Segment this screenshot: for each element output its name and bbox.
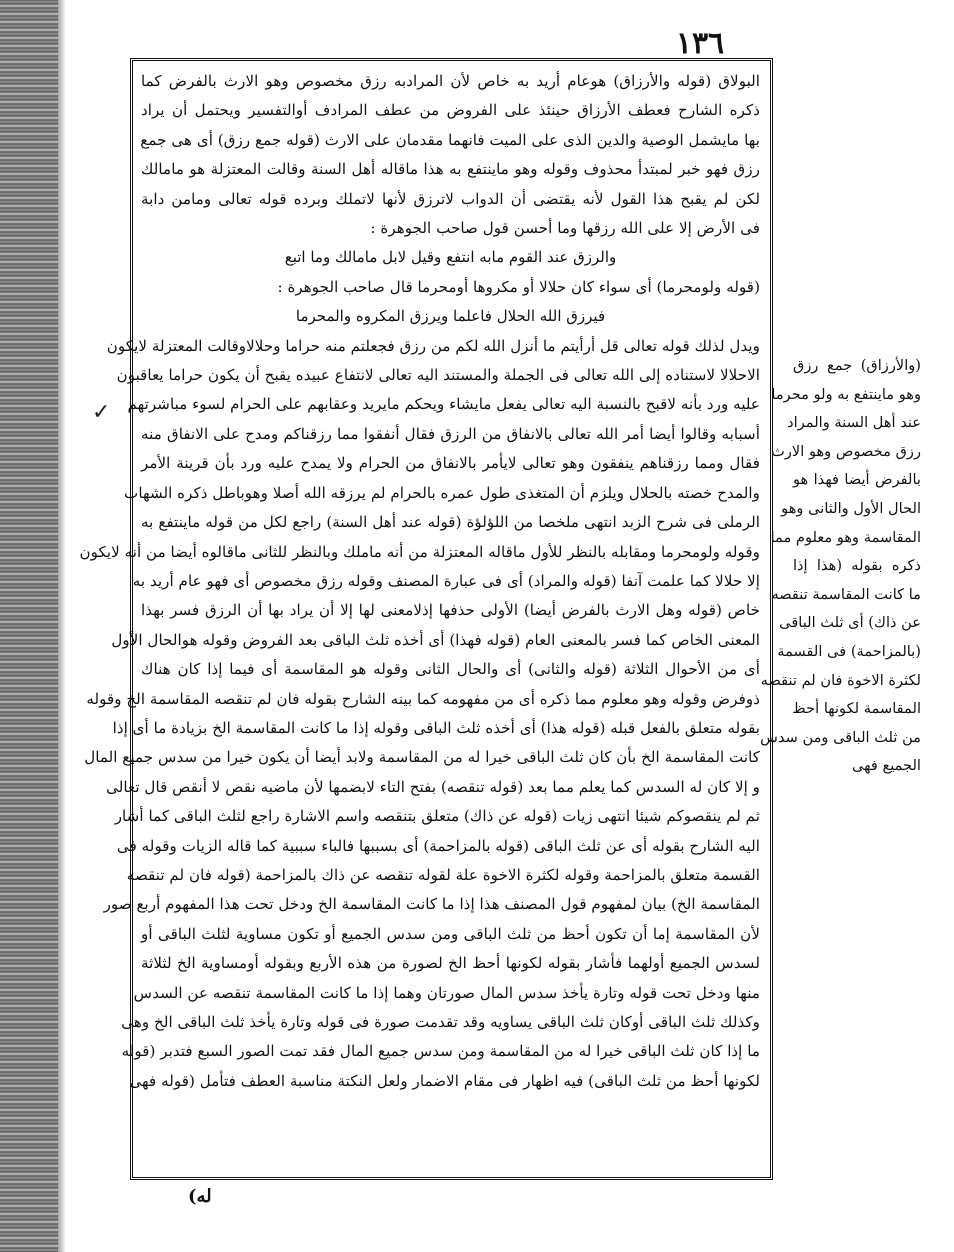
page-number: ١٣٦ xyxy=(675,26,725,61)
margin-line: المقاسمة لكونها أحظ xyxy=(792,700,921,718)
main-line: وقوله ولومحرما ومقابله بالنظر للأول ماقاله المعتزلة من أنه ماملك وبالنظر للثانى ماقالوه أيضا من أنه لايكون xyxy=(79,542,760,561)
main-line: لكن لم يقبح هذا القول لأنه يقتضى أن الدواب لاترزق لأنها لاتملك وبرده قوله تعالى ومامن دابة xyxy=(141,189,760,208)
main-line: فى الأرض إلا على الله رزقها وما أحسن قول صاحب الجوهرة : xyxy=(370,219,760,238)
margin-line: بالفرض أيضا فهذا هو xyxy=(793,471,921,489)
main-line: و إلا كان له السدس كما يعلم مما بعد (قوله تنقصه) بفتح التاء لابضمها لأن ماضيه نقص لا أنقص قال تعالى xyxy=(106,777,760,796)
main-line: خاص (قوله وهل الارث بالفرض أيضا) الأولى حذفها إذلامعنى لها إلا أن يراد بها أن الرزق فسر بهذا xyxy=(141,601,760,620)
check-mark-icon: ✓ xyxy=(92,400,111,425)
main-line: ما إذا كان ثلث الباقى خيرا له من المقاسمة ومن سدس جميع المال فقد تمت الصور السبع فتدبر (قوله xyxy=(121,1042,760,1061)
main-line: القسمة متعلق بالمزاحمة وقوله لكثرة الاخوة علة لقوله تنقصه عن ذاك بالمزاحمة (قوله فان لم تنقصه xyxy=(126,865,760,884)
margin-line: الحال الأول والثانى وهو xyxy=(781,499,921,517)
main-line: الاحلالا لاستناده إلى الله تعالى فى الجملة والمستند اليه تعالى لانتفاع عبيده يقبح أن يكون حراما يعاقبون xyxy=(116,366,760,385)
main-line: (قوله ولومحرما) أى سواء كان حلالا أو مكروها أومحرما قال صاحب الجوهرة : xyxy=(277,277,760,296)
main-line: بها مايشمل الوصية والدين الذى على الميت فانهما مقدمان على الارث (قوله جمع رزق) أى هى جمع xyxy=(140,130,760,149)
margin-line: الجميع فهى xyxy=(851,757,921,775)
main-line: بقوله متعلق بالفعل قبله (قوله هذا) أى أخذه ثلث الباقى وقوله إذا ما كانت المقاسمة الخ بزيادة ما أى إذا xyxy=(112,718,760,737)
margin-line: ذكره بقوله (هذا إذا xyxy=(793,557,921,575)
main-line: لكونها أحظ من ثلث الباقى) فيه اظهار فى مقام الاضمار ولعل النكتة مناسبة العطف فتأمل (قوله فهى xyxy=(129,1071,760,1090)
main-line: ويدل لذلك قوله تعالى قل أرأيتم ما أنزل الله لكم من رزق فجعلتم منه حراما وحلالاوقالت المعتزلة لايكون xyxy=(106,336,760,355)
margin-line: المقاسمة وهو معلوم مما xyxy=(770,528,921,546)
main-line: لأن المقاسمة إما أن تكون أحظ من ثلث الباقى ومن سدس الجميع أو تكون مساوية لثلث الباقى أو xyxy=(141,924,760,943)
verse-line: والرزق عند القوم مابه انتفع وقيل لابل مامالك وما اتبع xyxy=(284,248,617,267)
margin-line: (بالمزاحمة) فى القسمة xyxy=(777,642,921,660)
margin-line: عند أهل السنة والمراد xyxy=(787,414,921,432)
margin-commentary xyxy=(760,352,921,781)
main-line: المعنى الخاص كما فسر بالمعنى العام (قوله فهذا) أى أخذه ثلث الباقى بعد الفروض وقوله هوالحال الأول xyxy=(111,630,760,649)
margin-line: عن ذاك) أى ثلث الباقى xyxy=(779,614,921,632)
verse-line: فيرزق الله الحلال فاعلما ويرزق المكروه والمحرما xyxy=(295,307,606,326)
main-line: منها ودخل تحت قوله وتارة يأخذ سدس المال صورتان وهما إذا ما كانت المقاسمة تنقصه عن السدس xyxy=(133,983,760,1002)
main-line: الرملى فى شرح الزبد انتهى ملخصا من اللؤلؤة (قوله عند أهل السنة) راجع لكل من قوله ماينتفع به xyxy=(141,513,760,532)
main-line: إلا حلالا كما علمت آنفا (قوله والمراد) أى فى عبارة المصنف وقوله رزق مخصوص أى فهو عام أريد به xyxy=(132,571,760,590)
main-line: اليه الشارح بقوله أى عن ثلث الباقى (قوله بالمزاحمة) أى بسببها فالباء سببية كما قاله الزيات وقوله فى xyxy=(116,836,760,855)
main-line: والمدح خصته بالحلال ويلزم أن المتغذى طول عمره بالحرام لم يرزقه الله أصلا وهوباطل ذكره الشهاب xyxy=(124,483,760,502)
main-line: أى من الأحوال الثلاثة (قوله والثانى) أى والحال الثانى وقوله هو المقاسمة أى فيما إذا كان هناك xyxy=(141,660,760,679)
main-line: كانت المقاسمة الخ بأن كان ثلث الباقى خيرا له من المقاسمة ولابد أيضا أن يكون خيرا من سدس جميع المال xyxy=(84,748,760,767)
margin-line: وهو ماينتفع به ولو محرما xyxy=(771,385,921,403)
main-line: فقال ومما رزقناهم ينفقون وهو تعالى لايأمر بالانفاق من الحرام ولا يمدح عليه ورد بأن قرينة الأمر xyxy=(141,454,760,473)
main-line: المقاسمة الخ) بيان لمفهوم قول المصنف هذا إذا ما كانت المقاسمة الخ ودخل تحت هذا المفهوم أربع صور xyxy=(103,895,760,914)
main-text-frame xyxy=(79,58,773,1180)
main-line: ذكره الشارح فعطف الأرزاق حينئذ على الفروض من عطف المرادف أوالتفسير ويحتمل أن يراد xyxy=(141,101,760,120)
margin-line: من ثلث الباقى ومن سدس xyxy=(760,728,921,746)
main-line: ثم لم ينقصوكم شيئا انتهى زيات (قوله عن ذاك) متعلق بتنقصه واسم الاشارة راجع لثلث الباقى كما أشار xyxy=(114,807,760,826)
main-line: ذوفرض وقوله وهو معلوم مما ذكره أى من مفهومه كما بينه الشارح بقوله فان لم تنقصه المقاسمة الخ وقوله xyxy=(86,689,760,708)
main-line: أسبابه وقالوا أيضا أمر الله تعالى بالانفاق من الرزق فقال أنفقوا مما رزقناكم ومدح على الانفاق منه xyxy=(141,424,760,443)
main-line: وكذلك ثلث الباقى أوكان ثلث الباقى يساويه وقد تقدمت صورة فى قوله وتارة يأخذ ثلث الباقى الخ وهى xyxy=(121,1013,760,1031)
scan-binding-edge xyxy=(0,0,58,1252)
main-line: عليه ورد بأنه لاقبح بالنسبة اليه تعالى يفعل مايشاء ويحكم مايريد وعقابهم على الحرام لسوء مباشرتهم xyxy=(127,395,760,414)
margin-line: لكثرة الاخوة فان لم تنقصه xyxy=(760,671,921,689)
main-line: البولاق (قوله والأرزاق) هوعام أريد به خاص لأن المرادبه رزق مخصوص وهو الارث بالفرض كما xyxy=(141,72,760,90)
catchword: له) xyxy=(188,1186,212,1207)
main-line: لسدس الجميع أولهما فأشار بقوله لكونها أحظ الخ لصورة من هذه الأربع وبقوله أومساوية الخ لثلاثة xyxy=(141,954,760,973)
margin-line: ما كانت المقاسمة تنقصه xyxy=(771,585,921,603)
margin-line: (والأرزاق) جمع رزق xyxy=(793,357,921,374)
main-line: رزق فهو خبر لمبتدأ محذوف وقوله وهو ماينتفع به هذا ماقاله أهل السنة وقالت المعتزلة هو مامالك xyxy=(141,160,760,179)
margin-line: رزق مخصوص وهو الارث xyxy=(771,442,921,460)
